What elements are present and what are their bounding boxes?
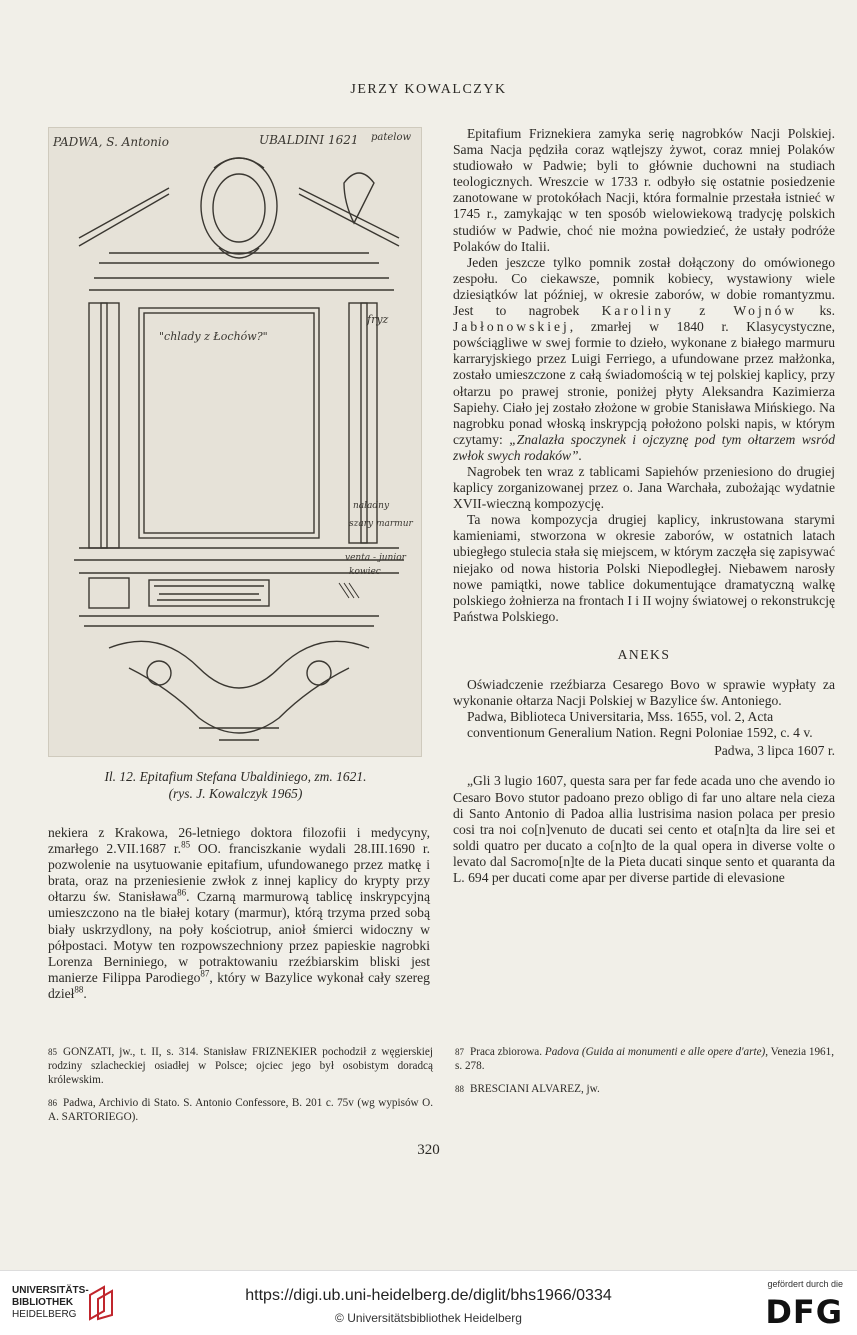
- footnote-ref-88: 88: [74, 984, 84, 995]
- footnote-text: , Venezia 1961, s. 278.: [455, 1046, 835, 1072]
- ornament-scroll: [109, 641, 369, 688]
- footnote-86: [48, 1096, 433, 1124]
- right-paragraph-3: Nagrobek ten wraz z tablicami Sapiehów przeniesiono do drugiej kaplicy zorganizowanej przez o. Jana Warchała, zubożając wydatnie XVII-wieczną kompozycję.: [453, 463, 835, 512]
- name-karolina: Karoliny z Wojnów: [601, 303, 798, 319]
- left-text-4: , który w Bazylice wykonał cały szereg dzieł: [48, 969, 430, 1001]
- eagle-sketch: [344, 173, 374, 223]
- aneks-source: Padwa, Biblioteca Universitaria, Mss. 1655, vol. 2, Acta conventionum Generalium Nation. Regni Poloniae 1592, c. 4 v.: [467, 709, 813, 741]
- copyright-notice: © Universitätsbibliothek Heidelberg: [335, 1311, 522, 1325]
- annotation-right-lower-2: szary marmur: [349, 519, 413, 529]
- right-p2-text-b: ks.: [797, 303, 835, 319]
- epitaph-drawing: [49, 128, 421, 756]
- footnote-text: Padwa, Archivio di Stato. S. Antonio Confessore, B. 201 c. 75v (wg wypisów O. A. SARTORIEGO).: [48, 1097, 433, 1123]
- library-name-line-2: BIBLIOTHEK: [12, 1297, 74, 1308]
- footnote-number: 86: [48, 1098, 57, 1108]
- library-name-line-1: UNIVERSITÄTS-: [12, 1285, 89, 1296]
- right-p2-text-a: Jeden jeszcze tylko pomnik został dołączony do omówionego zespołu. Co ciekawsze, pomnik kobiecy, wystawiony wiele dziesiątków lat później, w okresie zaborów, w dobie romantyzmu. Jest to nagrobek: [453, 254, 835, 319]
- footnote-ref-87: 87: [200, 968, 210, 979]
- figure-caption: [48, 768, 423, 802]
- annotation-right-lower-1: naladny: [353, 501, 390, 511]
- annotation-right-lower-3: venta - junior: [345, 553, 406, 563]
- footnote-number: 85: [48, 1047, 57, 1057]
- footnote-text: GONZATI, jw., t. II, s. 314. Stanisław FRIZNEKIER pochodził z węgierskiej rodziny szlacheckiej osiadłej w Polsce; ojciec jego był osobistym doradcą królewskim.: [48, 1046, 433, 1086]
- viewer-footer: [0, 1270, 857, 1335]
- dfg-logo[interactable]: DFG: [765, 1293, 843, 1331]
- footnote-87: [455, 1045, 835, 1073]
- footnote-ref-85: 85: [181, 839, 191, 850]
- right-paragraph-2: [453, 255, 835, 464]
- footnote-85: [48, 1045, 433, 1087]
- right-p2-text-c: , zmarłej w 1840 r. Klasycystyczne, powściągliwe w swej formie to dzieło, wykonane z białego marmuru karraryjskiego przez Luigi Ferriego, a ufundowane przez małżonka, zostało umieszczone z całą świadomością w tej polskiej kaplicy, przy ołtarzu po prawej stronie, poniżej płyty Aleksandra Kazimierza Sapiehy. Ciało jej zostało złożone w grobie Stanisława Mińskiego. Na nagrobku ponad włoską inskrypcją położono polski napis, w którym czytamy:: [453, 319, 835, 447]
- permalink-url[interactable]: https://digi.ub.uni-heidelberg.de/diglit/bhs1966/0334: [245, 1287, 612, 1304]
- funder-label: gefördert durch die: [767, 1279, 843, 1289]
- annotation-top-right: patelow: [371, 132, 412, 143]
- footnotes-left: [48, 1045, 433, 1133]
- annotation-right-lower-4: kowiec: [349, 567, 381, 577]
- left-column-text: [48, 825, 430, 1002]
- left-column-pilaster: [89, 303, 119, 548]
- annotation-top-center: UBALDINI 1621: [259, 133, 359, 147]
- annotation-right-mid: fryz: [367, 313, 389, 326]
- cornice-lines: [89, 253, 394, 290]
- left-text-2: OO. franciszkanie wydali 28.III.1690 r. pozwolenie na usytuowanie epitafium, ufundowanego przez matkę i brata, oraz na przeniesienie zwłok z innej kaplicy do krypty przy ołtarzu św. Stanisława: [48, 841, 431, 905]
- annotation-inside: "chlady z Łochów?": [159, 330, 268, 343]
- caption-line-1: Il. 12. Epitafium Stefana Ubaldiniego, zm. 1621.: [104, 769, 367, 784]
- footnote-text: BRESCIANI ALVAREZ, jw.: [470, 1083, 600, 1095]
- aneks-date: Padwa, 3 lipca 1607 r.: [714, 743, 835, 759]
- footnote-88: [455, 1082, 835, 1096]
- polish-inscription-quote: „Znalazła spoczynek i ojczyznę pod tym ołtarzem wsród zwłok swych rodaków”.: [453, 431, 835, 463]
- name-jablonowska: Jabłonowskiej: [453, 319, 570, 335]
- right-paragraph-4: Ta nowa kompozycja drugiej kaplicy, inkrustowana starymi kamieniami, stworzona w okresie zaborów, w ostatnich latach ubiegłego stulecia stała się miejscem, w którym zaczęła się zapisywać niejako od nowa historia Polski Niepodległej. Niebawem narosły nowe pamiątki, nowe tablice dokumentujące dramatyczną walkę polskiego żołnierza na frontach I i II wojny światowej o rekonstrukcję Państwa Polskiego.: [453, 512, 836, 624]
- footnote-title: Padova (Guida ai monumenti e alle opere d'arte): [544, 1046, 766, 1058]
- aneks-italian-quote: „Gli 3 lugio 1607, questa sara per far fede acada uno che avendo io Cesaro Bovo stutor padoano prezo obligo di far uno altare nela cieza di Santo Antonio di Padoa allia lustrisima nasion polaca per presio cosi tra noi co[n]venuto de ducati sei cento et ota[n]ta da lire sei et soldi quatro per ducato a co[n]to de la qual opera in diverse volte o levato dal Sacromo[n]te de la Pieta ducati sinque sento et quaranta da L. 694 per ducati come apar per diverse partide di elevasione: [453, 773, 835, 886]
- page-number: 320: [417, 1142, 440, 1158]
- footnote-number: 87: [455, 1047, 464, 1057]
- library-name-line-3: HEIDELBERG: [12, 1309, 77, 1320]
- left-text-1: nekiera z Krakowa, 26-letniego doktora filozofii i medycyny, zmarłego 2.VII.1687 r.: [48, 825, 430, 857]
- footnote-text: Praca zbiorowa.: [470, 1046, 545, 1058]
- footnote-ref-86: 86: [177, 887, 187, 898]
- figure-sketch: [48, 127, 422, 757]
- right-column-text: [453, 126, 835, 886]
- aneks-heading: ANEKS: [617, 646, 671, 662]
- left-paragraph: [48, 825, 430, 1002]
- running-head: JERZY KOWALCZYK: [350, 82, 507, 97]
- footnote-number: 88: [455, 1084, 464, 1094]
- left-text-3: . Czarną marmurową tablicę inskrypcyjną umieszczono na tle białej kotary (marmur), którą trzyma przed sobą biały uskrzydlony, na poły kościotrup, anioł śmierci widoczny w półpostaci. Motyw ten rozpowszechniony przez papieskie nagrobki Lorenza Berniniego, w potraktowaniu rzeźbiarskim bliski jest manierze Filippa Parodiego: [48, 889, 430, 985]
- right-paragraph-1: Epitafium Friznekiera zamyka serię nagrobków Nacji Polskiej. Sama Nacja pędziła coraz wątlejszy żywot, coraz mniej Polaków studiowało w Padwie; byli to głównie duchowni na studiach teologicznych. Wreszcie w 1733 r. odbyło się ostatnie posiedzenie zanotowane w protokółach Nacji, która formalnie przestała istnieć w 1745 r., zamykając w ten sposób wielowiekową tradycję polskich studiów w Padwie, choć nie można powiedzieć, że ustały podróże Polaków do Italii.: [453, 126, 835, 254]
- caption-line-2: (rys. J. Kowalczyk 1965): [168, 786, 303, 801]
- footnotes-right: [455, 1045, 835, 1105]
- left-text-5: .: [83, 985, 87, 1001]
- annotation-top-left: PADWA, S. Antonio: [53, 135, 169, 149]
- aneks-intro: Oświadczenie rzeźbiarza Cesarego Bovo w sprawie wypłaty za wykonanie ołtarza Nacji Polskiej w Bazylice św. Antoniego.: [453, 677, 835, 709]
